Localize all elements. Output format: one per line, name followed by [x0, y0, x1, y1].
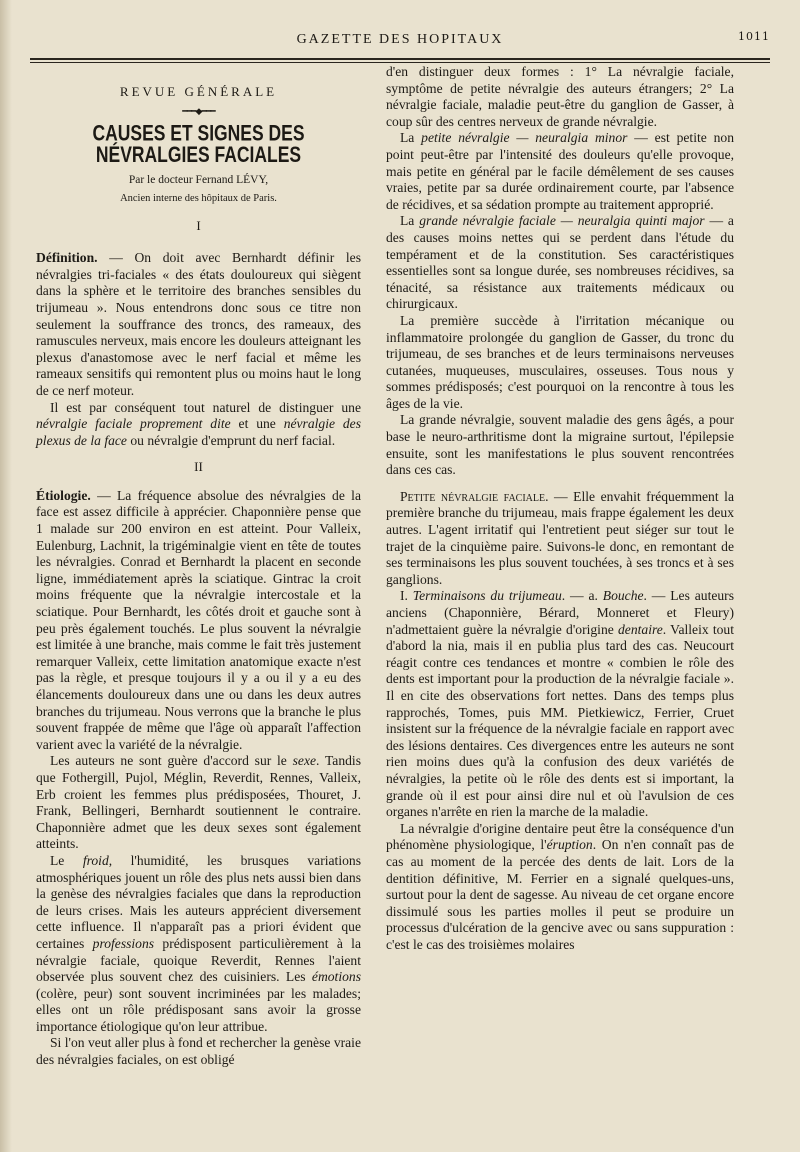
terminaisons-paragraph [386, 588, 734, 820]
froid-i3: émotions [311, 969, 361, 985]
froid-c: prédisposent particulièrement à la névralgie faciale, quoique Reverdit, Rennes l'aient observée plus souvent chez des cuisiniers. Les [36, 935, 361, 985]
title-ornament: ━━━◆━━━ [182, 105, 215, 116]
dent-a: La névralgie d'origine dentaire peut être la conséquence d'un phénomène physiologique, l' [386, 820, 734, 853]
definition-lead: Définition. [36, 250, 98, 266]
etiologie-text: — La fréquence absolue des névralgies de la face est assez difficile à apprécier. Chaponnière pense que 1 malade sur 200 environ en est atteint. Pour Valleix, Eulenburg, Lachnit, la trigéminalgie vient en tête de toutes les névralgies. Conrad et Bernhardt la placent en seconde ligne, immédiatement après la sciatique. Gintrac la croit moins fréquente que la névralgie intercostale et la sciatique. Pour Bernhardt, les côtés droit et gauche sont à peu près également touchés. Le plus souvent la névralgie est limitée à une branche, mais comme le fait très justement remarquer Valleix, cette limitation anatomique exacte n'est pas la règle, et presque toujours il y a ou il y a eu des élancements douloureux dans une ou dans les deux autres branches du trijumeau. Nous verrons que la branche le plus souvent frappée de même que l'âge où apparaît l'affection varient avec la variété de la névralgie. [36, 487, 362, 752]
def2-b: et une [230, 416, 284, 432]
part-2-numeral: II [194, 459, 203, 475]
article-title: CAUSES ET SIGNES DES NÉVRALGIES FACIALES [92, 120, 305, 167]
page-header [30, 30, 770, 54]
petite-a: La [400, 130, 422, 146]
term-i: Terminaisons du trijumeau [412, 588, 562, 604]
premiere-paragraph: La première succède à l'irritation mécanique ou inflammatoire prolongée du ganglion de Gasser, du tronc du trijumeau, de ses branches et de leurs terminaisons nerveuses cutanées, muqueuses, musculaires, osseuses. Tous nous y sommes prédisposés; c'est pourquoi on la rencontre à tous les âges de la vie. [386, 312, 734, 411]
grande-b: — a des causes moins nettes qui se perdent dans l'étude du tempérament et de la constitution. Ses caractéristiques essentielles sont sa longue durée, ses nombreuses récidives, sa ténacité, sa résistance aux traitements médicaux ou chirurgicaux. [386, 213, 734, 312]
froid-a: Le [50, 852, 83, 868]
dent-i: éruption [546, 837, 593, 853]
term-a: I. [400, 588, 413, 604]
term-d: . Valleix tout d'abord la nia, mais il en publia plus tard des cas. Neucourt réagit contre ces tendances et montre « combien le rôle des dents est important pour la production de la névralgie faciale ». Il en cite des observations fort nettes. Dans des temps plus rapprochés, Tomes, puis MM. Pietkiewicz, Ferrier, Cruet insistent sur la fréquence de la névralgie faciale en rapport avec des lésions dentaires. Ces divergences entre les auteurs ne sont rien moins dues qu'à la confusion des deux variétés de névralgies, la petite où le rôle des dents est si important, la grande où il est pour ainsi dire nul et où l'avulsion de ces organes n'arrête en rien la marche de la maladie. [386, 621, 735, 820]
dentaire-paragraph [386, 821, 734, 954]
definition-paragraph-2 [36, 400, 361, 450]
term-c: . — Les auteurs anciens (Chaponnière, Bérard, Monneret et Fleury) n'admettaient guère la névralgie d'origine [386, 588, 734, 637]
def2-i1: névralgie faciale proprement dite [36, 416, 231, 432]
grande-a: La [400, 213, 420, 229]
definition-text: — On doit avec Bernhardt définir les névralgies tri-faciales « des états douloureux qui siègent dans la sphère et le territoire des branches sensibles du trijumeau ». Nous entendrons donc sous ce titre non seulement la souffrance des troncs, des rameaux, des ramuscules nerveux, mais encore les douleurs atteignant les plexus d'anastomose avec le nerf facial et même les rameaux sensitifs qui remontent plus ou moins haut le long de ce nerf moteur. [36, 250, 361, 398]
forms-paragraph: d'en distinguer deux formes : 1° La névralgie faciale, symptôme de petite névralgie des auteurs étrangers; 2° La névralgie faciale, maladie peut-être du ganglion de Gasser, à coup sûr des centres nerveux de grande névralgie. [386, 64, 734, 129]
fond-paragraph: Si l'on veut aller plus à fond et rechercher la genèse vraie des névralgies faciales, on est obligé [36, 1035, 361, 1068]
running-title: GAZETTE DES HOPITAUX [296, 32, 504, 47]
grande-paragraph [386, 213, 734, 313]
dent-b: . On n'en connaît pas de cas au moment de la percée des dents de lait. Lors de la dentition définitive, M. Ferrier en a signalé quelques-uns, surtout pour la dent de sagesse. Au niveau de cet organe encore dissimulé sous les parties molles il peut se produire un processus d'ulcération de la gencive avec ou sans suppuration : c'est le cas des troisièmes molaires [386, 837, 735, 952]
author-byline: Par le docteur Fernand LÉVY, [128, 174, 269, 187]
grande-i: grande névralgie faciale — neuralgia quinti major [419, 213, 705, 229]
header-rule [30, 58, 770, 63]
pnf-text: — Elle envahit fréquemment la première branche du trijumeau, mais frappe également les deux autres. L'agent irritatif qui l'entretient peut siéger sur tout le trajet de la cinquième paire. Suivons-le donc, en remontant de ses terminaisons les plus souvent touchées, à ses troncs et à ses ganglions. [386, 488, 734, 587]
author-title: Ancien interne des hôpitaux de Paris. [120, 192, 277, 204]
def2-i2: névralgie des plexus de la face [36, 416, 361, 448]
term-i2: Bouche [602, 588, 644, 604]
froid-d: (colère, peur) sont souvent incriminées par les malades; elles ont un rôle prédisposant sans avoir la grosse importance étiologique qu'on leur attribue. [36, 985, 361, 1034]
sexe-i: sexe [292, 753, 317, 769]
froid-i2: professions [92, 935, 155, 951]
page-number: 1011 [738, 30, 770, 43]
froid-i: froid [82, 852, 109, 868]
right-column [386, 64, 734, 953]
definition-paragraph [36, 250, 361, 399]
pnf-lead: Petite névralgie faciale. [400, 488, 549, 504]
froid-paragraph [36, 853, 361, 1036]
sexe-paragraph [36, 753, 361, 853]
pnf-paragraph [386, 489, 734, 589]
def2-c: ou névralgie d'emprunt du nerf facial. [126, 432, 336, 448]
froid-b: , l'humidité, les brusques variations atmosphériques jouent un rôle des plus nets aussi bien dans la genèse des névralgies faciales que dans la reproduction de leurs crises. Mais les auteurs apprécient diversement cette influence. Il n'apparaît pas a priori évident que certaines [36, 852, 361, 951]
section-label: REVUE GÉNÉRALE [119, 84, 278, 99]
etiologie-lead: Étiologie. [36, 487, 91, 503]
page-edge-shadow [0, 0, 12, 1152]
sexe-b: . Tandis que Fothergill, Pujol, Méglin, Reverdit, Rennes, Valleix, Erb croient les femmes plus prédisposées, Thouret, J. Frank, Bellingeri, Bernhardt soutiennent le contraire. Chaponnière admet que les deux sexes sont également atteints. [36, 753, 362, 852]
def2-a: Il est par conséquent tout naturel de distinguer une [50, 399, 361, 415]
term-i3: dentaire [618, 621, 663, 637]
part-1-numeral: I [196, 217, 201, 233]
etiologie-paragraph [36, 488, 361, 754]
term-b: . — a. [561, 588, 603, 604]
sexe-a: Les auteurs ne sont guère d'accord sur le [50, 753, 293, 769]
left-column [36, 66, 361, 1069]
petite-i: petite névralgie — neuralgia minor [421, 130, 628, 146]
grande-2-paragraph: La grande névralgie, souvent maladie des gens âgés, a pour base le neuro-arthritisme dont la migraine surtout, l'épilepsie ensuite, sont les manifestations le plus souvent rencontrées dans ces cas. [386, 412, 734, 478]
petite-paragraph [386, 130, 734, 213]
petite-b: — est petite non point peut-être par l'intensité des douleurs qu'elle provoque, mais petite en général par le facile démêlement de ses causes vraies, petite par sa durée ordinairement courte, par l'absence de récidives, et sa sédation prompte au traitement approprié. [386, 130, 734, 212]
